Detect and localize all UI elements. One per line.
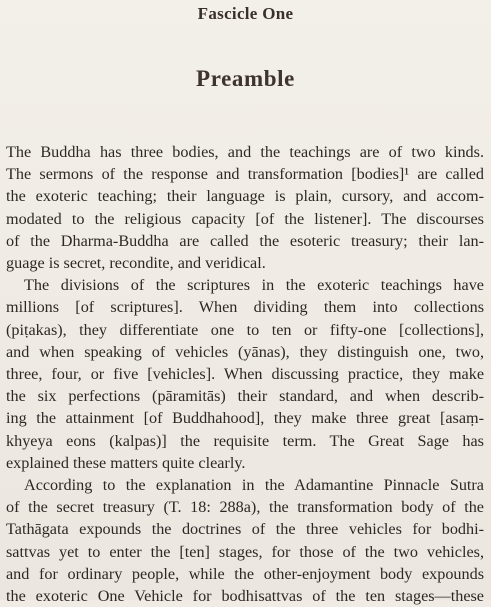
text-line: The divisions of the scriptures in the exoteric teachings have [24, 276, 484, 295]
text-line: millions [of scriptures]. When dividing them into collections [6, 298, 484, 317]
text-line: and when speaking of vehicles (yānas), they distinguish one, two, [6, 342, 484, 361]
chapter-title: Preamble [196, 66, 295, 91]
text-line: (piṭakas), they differentiate one to ten or fifty-one [collections], [6, 320, 484, 339]
text-line: ing the attainment [of Buddhahood], they make three great [asaṃ- [6, 409, 484, 428]
text-line: explained these matters quite clearly. [6, 453, 246, 472]
text-line: Tathāgata expounds the doctrines of the three vehicles for bodhi- [6, 520, 484, 539]
text-line: the six perfections (pāramitās) their standard, and when describ- [6, 387, 484, 406]
body-text [6, 141, 484, 607]
fascicle-heading: Fascicle One [197, 4, 294, 23]
text-line: three, four, or five [vehicles]. When discussing practice, they make [6, 365, 484, 384]
text-line: modated to the religious capacity [of the listener]. The discourses [6, 209, 484, 228]
text-line: guage is secret, recondite, and veridical. [6, 254, 266, 273]
text-line: the exoteric One Vehicle for bodhisattvas of the ten stages—these [6, 587, 484, 606]
text-line: of the Dharma-Buddha are called the esoteric treasury; their lan- [6, 231, 484, 250]
text-line: sattvas yet to enter the [ten] stages, for those of the two vehicles, [6, 542, 484, 561]
text-line: of the secret treasury (T. 18: 288a), the transformation body of the [6, 498, 484, 517]
text-line: The Buddha has three bodies, and the teachings are of two kinds. [6, 143, 484, 161]
text-line: the exoteric teaching; their language is plain, cursory, and accom- [6, 187, 484, 206]
text-line: khyeya eons (kalpas)] the requisite term. The Great Sage has [6, 431, 484, 450]
text-line: The sermons of the response and transformation [bodies]¹ are called [6, 165, 484, 184]
text-line: According to the explanation in the Adamantine Pinnacle Sutra [24, 476, 484, 495]
text-line: and for ordinary people, while the other-enjoyment body expounds [6, 564, 484, 583]
